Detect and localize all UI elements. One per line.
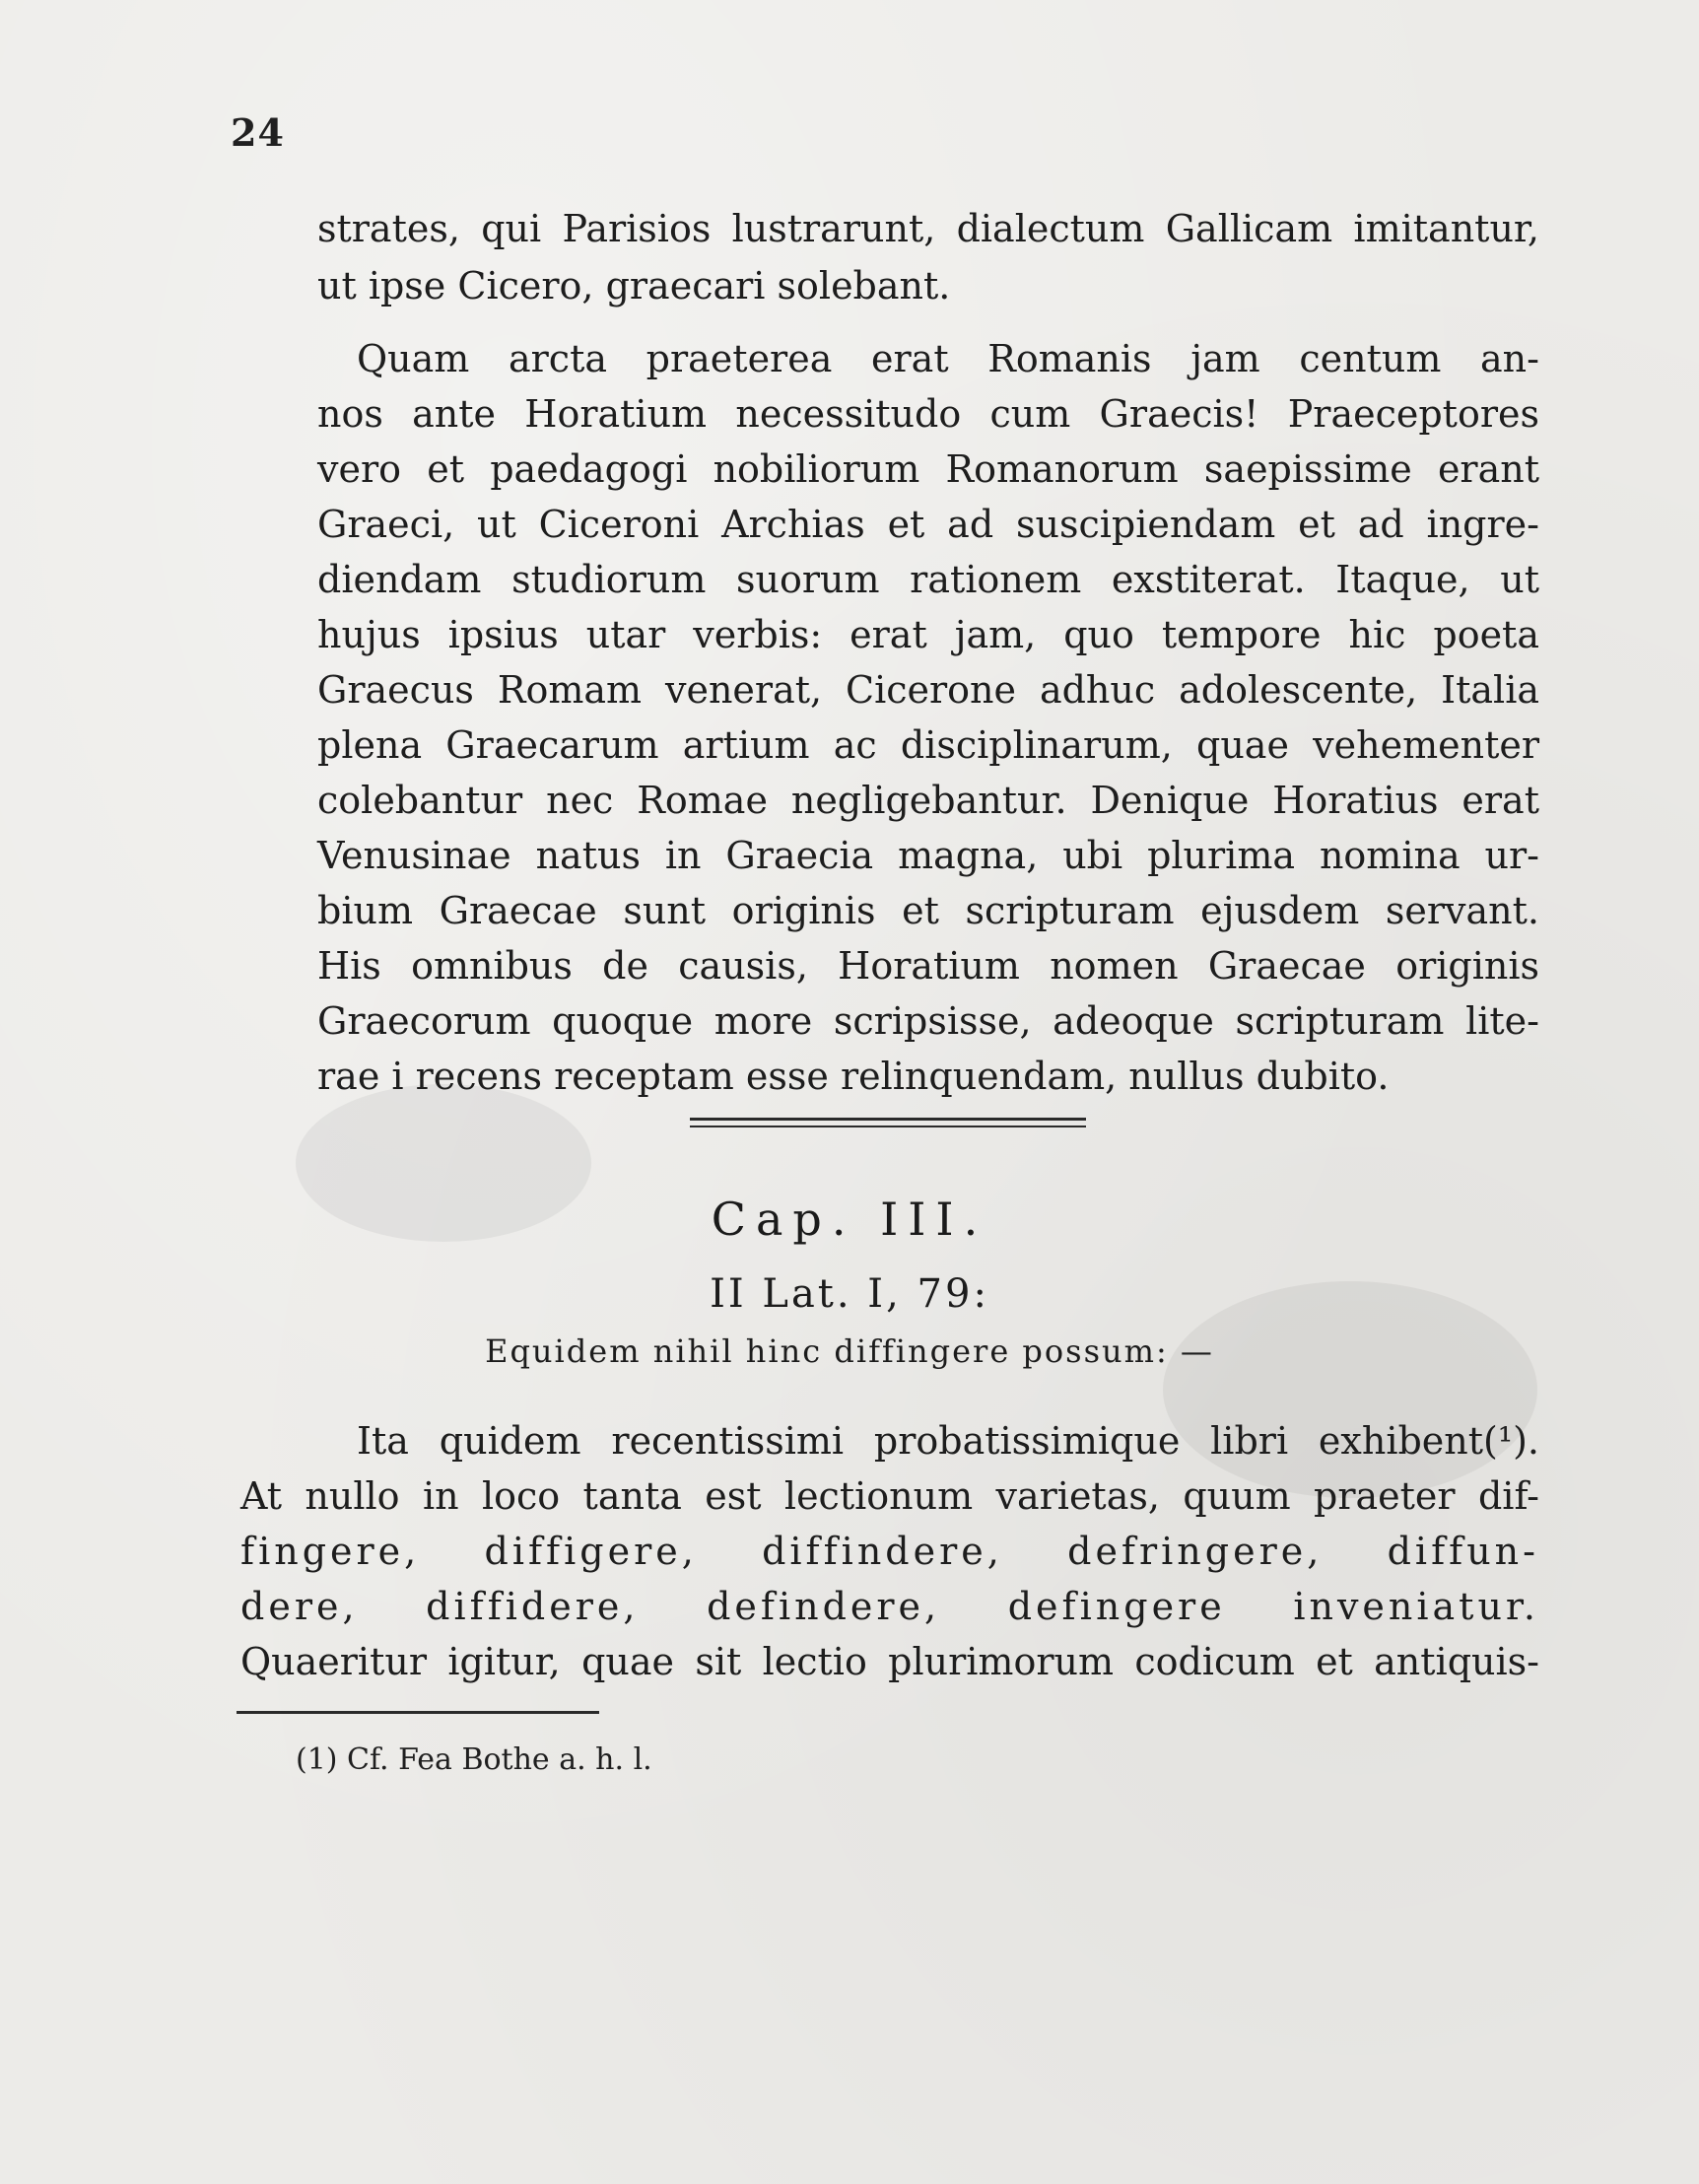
text-line: rae i recens receptam esse relinquendam, nullus dubito. [317,1055,1390,1098]
text-line: Ita quidem recentissimi probatissimique libri exhibent(¹). [357,1419,1539,1463]
text-line: vero et paedagogi nobiliorum Romanorum saepissime erant [317,447,1539,491]
text-line: Venusinae natus in Graecia magna, ubi plurima nomina ur- [317,834,1539,877]
text-line: strates, qui Parisios lustrarunt, dialectum Gallicam imitantur, [317,207,1539,250]
text-line: bium Graecae sunt originis et scripturam ejusdem servant. [317,889,1539,932]
text-line: Graecus Romam venerat, Cicerone adhuc adolescente, Italia [317,668,1539,712]
page-number: 24 [231,110,285,155]
section-divider [690,1118,1086,1121]
text-line: dere, diffidere, defindere, defingere inveniatur. [240,1585,1539,1628]
text-line: diendam studiorum suorum rationem exstiterat. Itaque, ut [317,558,1539,601]
section-divider [690,1126,1086,1127]
text-line: colebantur nec Romae negligebantur. Denique Horatius erat [317,779,1539,822]
chapter-heading: Cap. III. [711,1193,988,1246]
text-line: Quam arcta praeterea erat Romanis jam centum an- [357,337,1539,380]
text-line: ut ipse Cicero, graecari solebant. [317,264,951,307]
footnote: (1) Cf. Fea Bothe a. h. l. [296,1742,652,1777]
text-line: fingere, diffigere, diffindere, defringere, diffun- [240,1530,1539,1573]
text-line: nos ante Horatium necessitudo cum Graecis! Praeceptores [317,392,1539,436]
chapter-reference: II Lat. I, 79: [710,1271,989,1317]
text-line: At nullo in loco tanta est lectionum varietas, quum praeter dif- [240,1474,1539,1518]
text-line: Graeci, ut Ciceroni Archias et ad suscipiendam et ad ingre- [317,503,1539,546]
text-line: plena Graecarum artium ac disciplinarum, quae vehementer [317,723,1539,767]
footnote-rule [237,1711,599,1714]
chapter-quotation: Equidem nihil hinc diffingere possum: — [485,1332,1214,1370]
text-line: His omnibus de causis, Horatium nomen Graecae originis [317,944,1539,988]
text-line: Quaeritur igitur, quae sit lectio plurimorum codicum et antiquis- [240,1640,1539,1683]
text-line: hujus ipsius utar verbis: erat jam, quo tempore hic poeta [317,613,1539,656]
text-line: Graecorum quoque more scripsisse, adeoque scripturam lite- [317,999,1539,1043]
